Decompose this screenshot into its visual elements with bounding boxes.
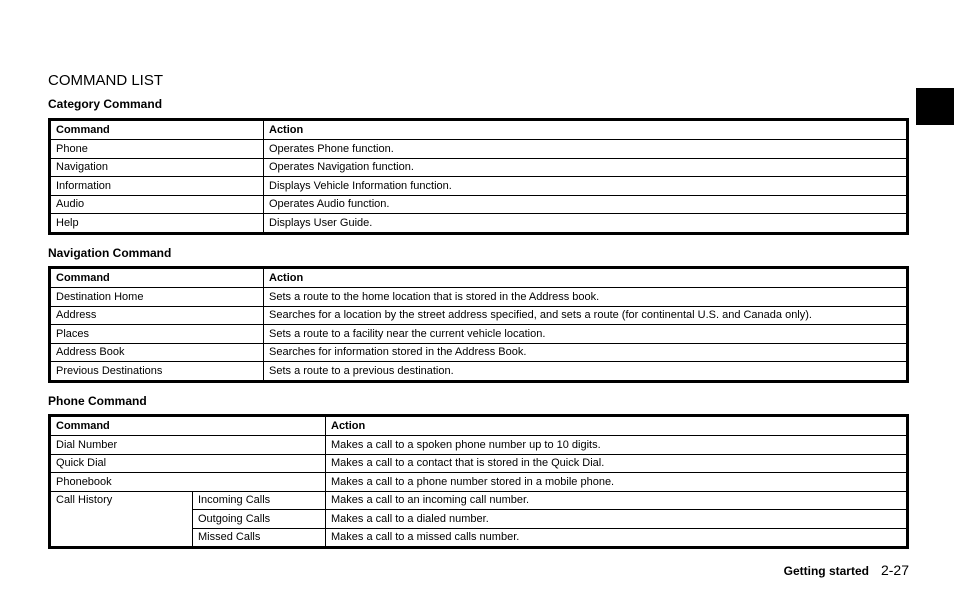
table-cell: Sets a route to the home location that is stored in the Address book. [264,288,908,307]
table-row [50,195,908,214]
table-cell: Operates Audio function. [264,195,908,214]
table-cell: Searches for a location by the street address specified, and sets a route (for continental U.S. and Canada only). [264,306,908,325]
table-cell: Action [264,268,908,288]
table-cell: Displays User Guide. [264,214,908,234]
phone-heading: Phone Command [48,394,147,408]
table-cell: Audio [50,195,264,214]
table-cell: Action [326,416,908,436]
category-heading: Category Command [48,97,163,111]
table-cell: Previous Destinations [50,362,264,382]
table-cell: Missed Calls [193,528,326,548]
table-cell: Destination Home [50,288,264,307]
table-header-row [50,268,908,288]
table-row [50,362,908,382]
table-cell: Makes a call to an incoming call number. [326,491,908,510]
table-cell: Makes a call to a dialed number. [326,510,908,529]
table-row [50,288,908,307]
section-tab [916,88,954,125]
table-row [50,214,908,234]
table-cell: Displays Vehicle Information function. [264,177,908,196]
table-cell: Quick Dial [50,454,326,473]
category-table [48,118,909,235]
table-cell: Phone [50,140,264,159]
table-row [50,177,908,196]
navigation-heading: Navigation Command [48,246,172,260]
table-cell: Navigation [50,158,264,177]
table-row [50,491,908,510]
table-cell: Information [50,177,264,196]
table-cell: Help [50,214,264,234]
footer-section: Getting started [783,564,869,578]
table-cell: Incoming Calls [193,491,326,510]
page-number: 2-27 [880,562,909,578]
navigation-table [48,266,909,383]
table-header-row [50,120,908,140]
table-cell: Dial Number [50,436,326,455]
table-cell: Phonebook [50,473,326,492]
table-cell: Outgoing Calls [193,510,326,529]
page-footer [784,562,909,578]
table-header-row [50,416,908,436]
table-cell: Command [50,268,264,288]
table-cell: Places [50,325,264,344]
table-cell: Makes a call to a missed calls number. [326,528,908,548]
table-cell: Makes a call to a spoken phone number up to 10 digits. [326,436,908,455]
table-cell: Address [50,306,264,325]
table-row [50,454,908,473]
phone-table [48,414,909,549]
table-row [50,140,908,159]
table-cell: Sets a route to a facility near the current vehicle location. [264,325,908,344]
table-cell: Operates Phone function. [264,140,908,159]
table-cell: Makes a call to a contact that is stored in the Quick Dial. [326,454,908,473]
table-cell: Makes a call to a phone number stored in a mobile phone. [326,473,908,492]
table-row [50,325,908,344]
table-cell: Searches for information stored in the Address Book. [264,343,908,362]
table-cell: Command [50,416,326,436]
table-cell: Address Book [50,343,264,362]
table-cell: Sets a route to a previous destination. [264,362,908,382]
table-cell: Operates Navigation function. [264,158,908,177]
table-cell: Action [264,120,908,140]
table-row [50,343,908,362]
table-row [50,158,908,177]
table-cell: Call History [50,491,193,548]
table-row [50,473,908,492]
table-row [50,436,908,455]
table-row [50,306,908,325]
table-cell: Command [50,120,264,140]
page-title: COMMAND LIST [48,72,164,89]
